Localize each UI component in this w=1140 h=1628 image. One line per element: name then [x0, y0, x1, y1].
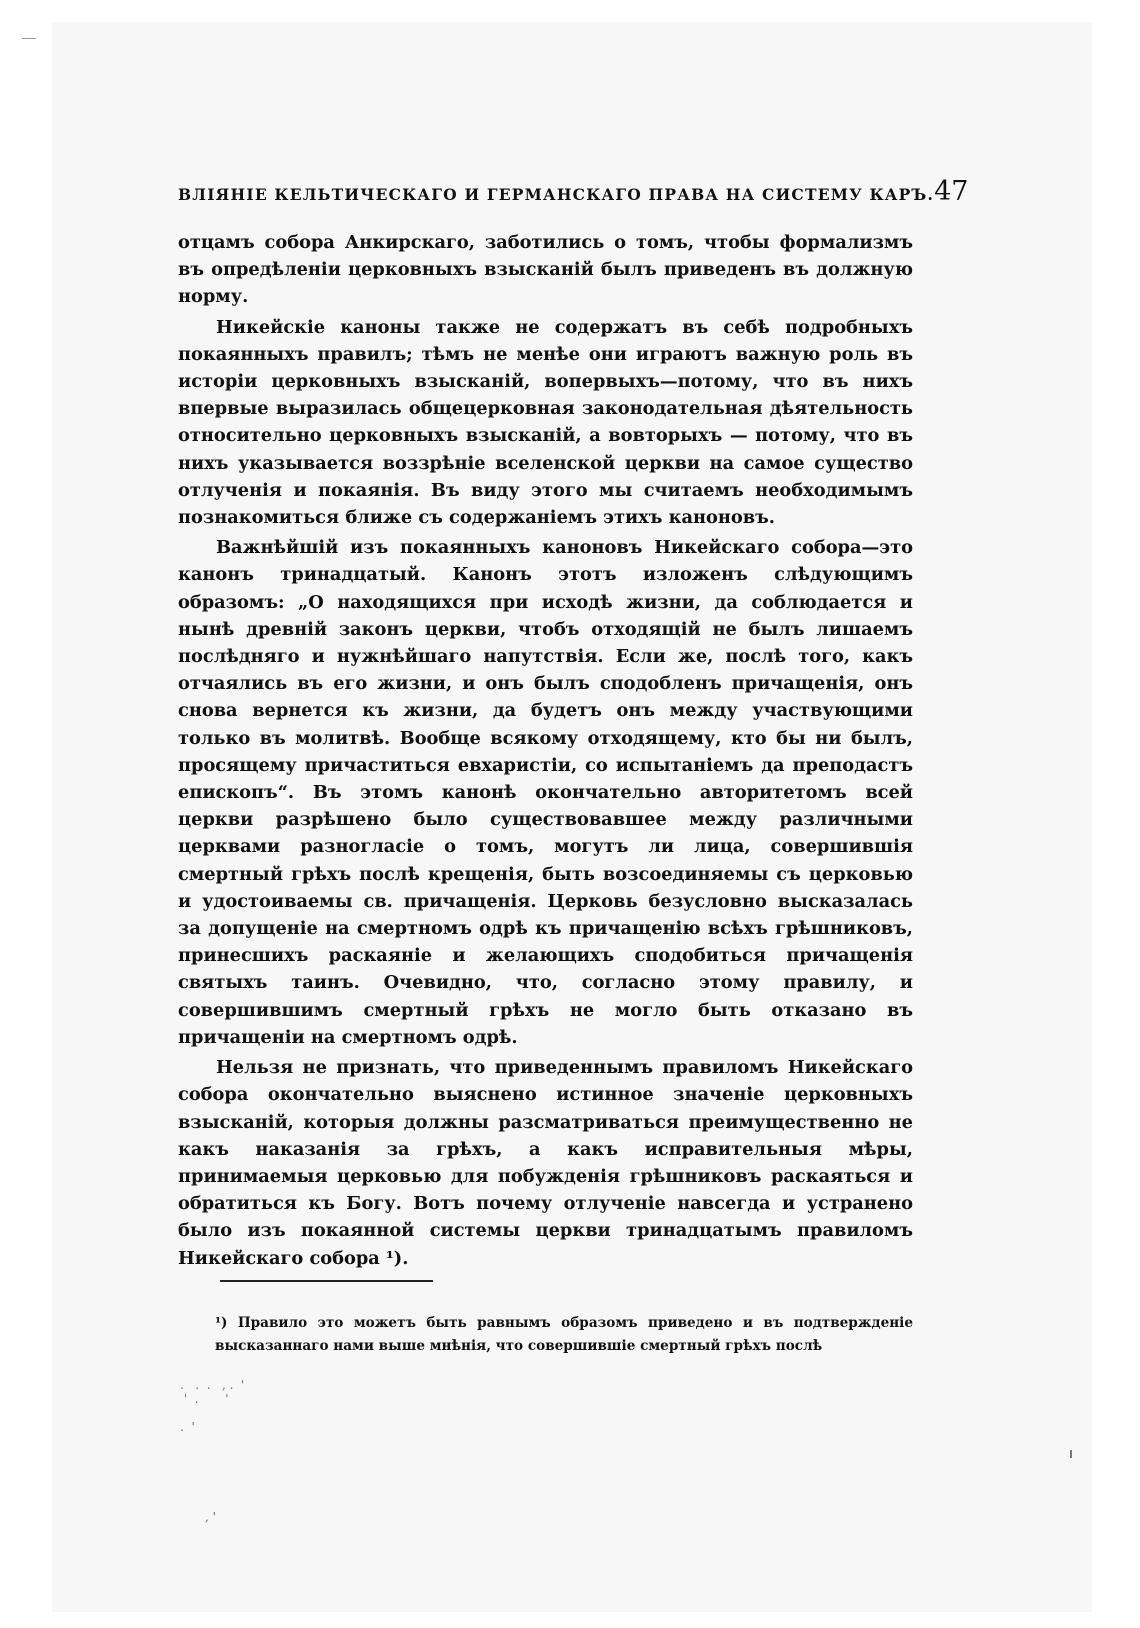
paragraph-thirteenth-canon: Важнѣйшій изъ покаянныхъ каноновъ Никейскаго собора—это канонъ тринадцатый. Канонъ этотъ изложенъ слѣдующимъ образомъ: „О находящихся при исходѣ жизни, да соблюдается и нынѣ древній законъ церкви, чтобъ отходящій не былъ лишаемъ послѣдняго и нужнѣйшаго напутствія. Если же, послѣ того, какъ отчаялись въ его жизни, и онъ былъ сподобленъ причащенія, онъ снова вернется къ жизни, да будетъ онъ между участвующими только въ молитвѣ. Вообще всякому отходящему, кто бы ни былъ, просящему причаститься евхаристіи, со испытаніемъ да преподастъ епископъ“. Въ этомъ канонѣ окончательно авторитетомъ всей церкви разрѣшено было существовавшее между различными церквами разногласіе о томъ, могутъ ли лица, совершившія смертный грѣхъ послѣ крещенія, быть возсоединяемы съ церковью и удостоиваемы св. причащенія. Церковь безусловно высказалась за допущеніе на смертномъ одрѣ къ причащенію всѣхъ грѣшниковъ, принесшихъ раскаяніе и желающихъ сподобиться причащенія святыхъ таинъ. Очевидно, что, согласно этому правилу, и совершившимъ смертный грѣхъ не могло быть отказано въ причащеніи на смертномъ одрѣ. [178, 537, 913, 1048]
body-text [178, 229, 913, 1275]
scan-foot-mark: , ' [205, 1510, 216, 1524]
paragraph-continuation: отцамъ собора Анкирскаго, заботились о томъ, чтобы формализмъ въ опредѣленіи церковныхъ взысканій былъ приведенъ въ должную норму. [178, 232, 913, 308]
scan-corner-mark [22, 38, 36, 39]
footnote: ¹) Правило это можетъ быть равнымъ образомъ приведено и въ подтвержденіе высказаннаго нами выше мнѣнія, что совершившіе смертный грѣхъ послѣ [215, 1314, 913, 1354]
scan-edge-mark [1070, 1450, 1072, 1458]
page-number: 47 [934, 176, 969, 207]
running-header [178, 176, 969, 207]
paragraph-nicene-canons: Никейскіе каноны также не содержатъ въ себѣ подробныхъ покаянныхъ правилъ; тѣмъ не менѣе они играютъ важную роль въ исторіи церковныхъ взысканій, вопервыхъ—потому, что въ нихъ впервые выразилась общецерковная законодательная дѣятельность относительно церковныхъ взысканій, а вовторыхъ — потому, что въ нихъ указывается воззрѣніе вселенской церкви на самое существо отлученія и покаянія. Въ виду этого мы считаемъ необходимымъ познакомиться ближе съ содержаніемъ этихъ каноновъ. [178, 316, 913, 529]
scan-specks: . . . , . ' ' . ' . ' [180, 1378, 245, 1434]
paragraph-conclusion: Нельзя не признать, что приведеннымъ правиломъ Никейскаго собора окончательно выяснено истинное значеніе церковныхъ взысканій, которыя должны разсматриваться преимущественно не какъ наказанія за грѣхъ, а какъ исправительныя мѣры, принимаемыя церковью для побужденія грѣшниковъ раскаяться и обратиться къ Богу. Вотъ почему отлученіе навсегда и устранено было изъ покаянной системы церкви тринадцатымъ правиломъ Никейскаго собора ¹). [178, 1057, 913, 1269]
footnote-divider [220, 1280, 433, 1282]
running-title: ВЛІЯНІЕ КЕЛЬТИЧЕСКАГО И ГЕРМАНСКАГО ПРАВА НА СИСТЕМУ КАРЪ. [178, 185, 935, 204]
